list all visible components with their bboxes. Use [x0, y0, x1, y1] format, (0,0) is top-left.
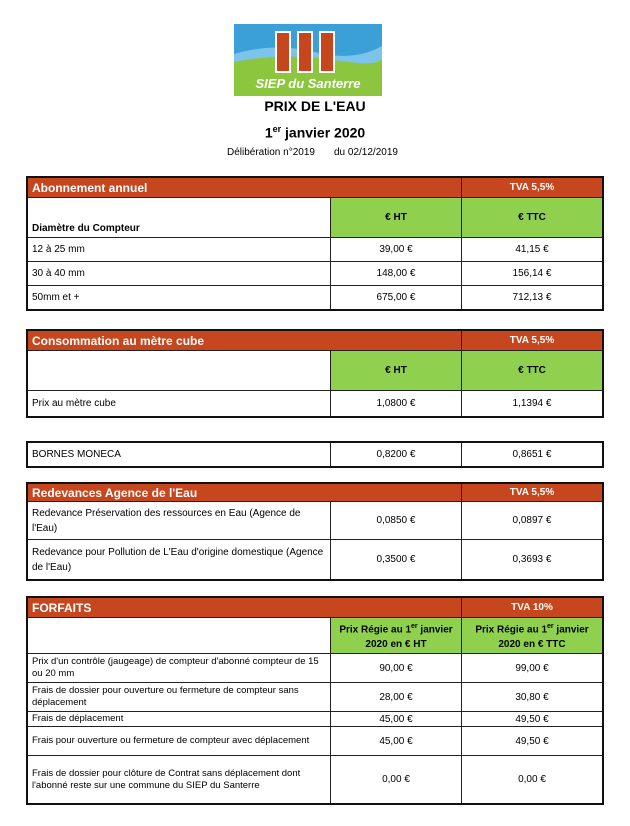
ht-header: € HT: [331, 351, 462, 391]
deliberation-number: Délibération n°2019: [227, 147, 315, 158]
forfaits-column-headers: [28, 618, 603, 654]
page-title: PRIX DE L'EAU: [264, 98, 366, 114]
effective-date: 1er janvier 2020: [264, 124, 366, 141]
siep-logo: [234, 24, 382, 96]
ttc-header: € TTC: [462, 351, 603, 391]
prix-ht-header: Prix Régie au 1er janvier 2020 en € HT: [331, 618, 462, 654]
consommation-title: Consommation au mètre cube: [28, 331, 462, 351]
table-row: Prix d'un contrôle (jaugeage) de compteur d'abonné compteur de 15 ou 20 mm 90,00 € 99,00 €: [28, 654, 603, 683]
table-row: 50mm et + 675,00 € 712,13 €: [28, 286, 603, 310]
ht-header: € HT: [331, 198, 462, 238]
consommation-table: [27, 330, 603, 417]
bornes-label: BORNES MONECA: [28, 443, 331, 467]
forfaits-header: [28, 598, 603, 618]
consommation-header: [28, 331, 603, 351]
prix-ttc-header: Prix Régie au 1er janvier 2020 en € TTC: [462, 618, 603, 654]
redevances-header: [28, 484, 603, 502]
forfaits-title: FORFAITS: [28, 598, 462, 618]
consommation-tva: TVA 5,5%: [462, 331, 603, 351]
table-row: Frais de déplacement 45,00 € 49,50 €: [28, 712, 603, 727]
table-row: 12 à 25 mm 39,00 € 41,15 €: [28, 238, 603, 262]
abonnement-title: Abonnement annuel: [28, 178, 462, 198]
forfaits-table: [27, 597, 603, 804]
table-row: Frais pour ouverture ou fermeture de compteur avec déplacement 45,00 € 49,50 €: [28, 727, 603, 756]
redevances-tva: TVA 5,5%: [462, 484, 603, 502]
abonnement-header: [28, 178, 603, 198]
abonnement-tva: TVA 5,5%: [462, 178, 603, 198]
table-row: Redevance pour Pollution de L'Eau d'origine domestique (Agence de l'Eau) 0,3500 € 0,3693 €: [28, 540, 603, 580]
logo-text: SIEP du Santerre: [255, 76, 361, 91]
forfaits-tva: TVA 10%: [462, 598, 603, 618]
ttc-header: € TTC: [462, 198, 603, 238]
redevances-title: Redevances Agence de l'Eau: [28, 484, 462, 502]
table-row: BORNES MONECA 0,8200 € 0,8651 €: [28, 443, 603, 467]
table-row: Prix au mètre cube 1,0800 € 1,1394 €: [28, 391, 603, 417]
table-row: Redevance Préservation des ressources en Eau (Agence de l'Eau) 0,0850 € 0,0897 €: [28, 502, 603, 540]
redevances-table: [27, 483, 603, 580]
abonnement-column-headers: [28, 198, 603, 238]
table-row: Frais de dossier pour ouverture ou fermeture de compteur sans déplacement 28,00 € 30,80 €: [28, 683, 603, 712]
abonnement-table: [27, 177, 603, 310]
table-row: 30 à 40 mm 148,00 € 156,14 €: [28, 262, 603, 286]
deliberation-date: du 02/12/2019: [334, 147, 398, 158]
bornes-table: [27, 442, 603, 467]
consommation-column-headers: [28, 351, 603, 391]
diametre-header: Diamètre du Compteur: [28, 198, 331, 238]
table-row: Frais de dossier pour clôture de Contrat sans déplacement dont l'abonné reste sur une commune du SIEP du Santerre 0,00 € 0,00 €: [28, 756, 603, 804]
